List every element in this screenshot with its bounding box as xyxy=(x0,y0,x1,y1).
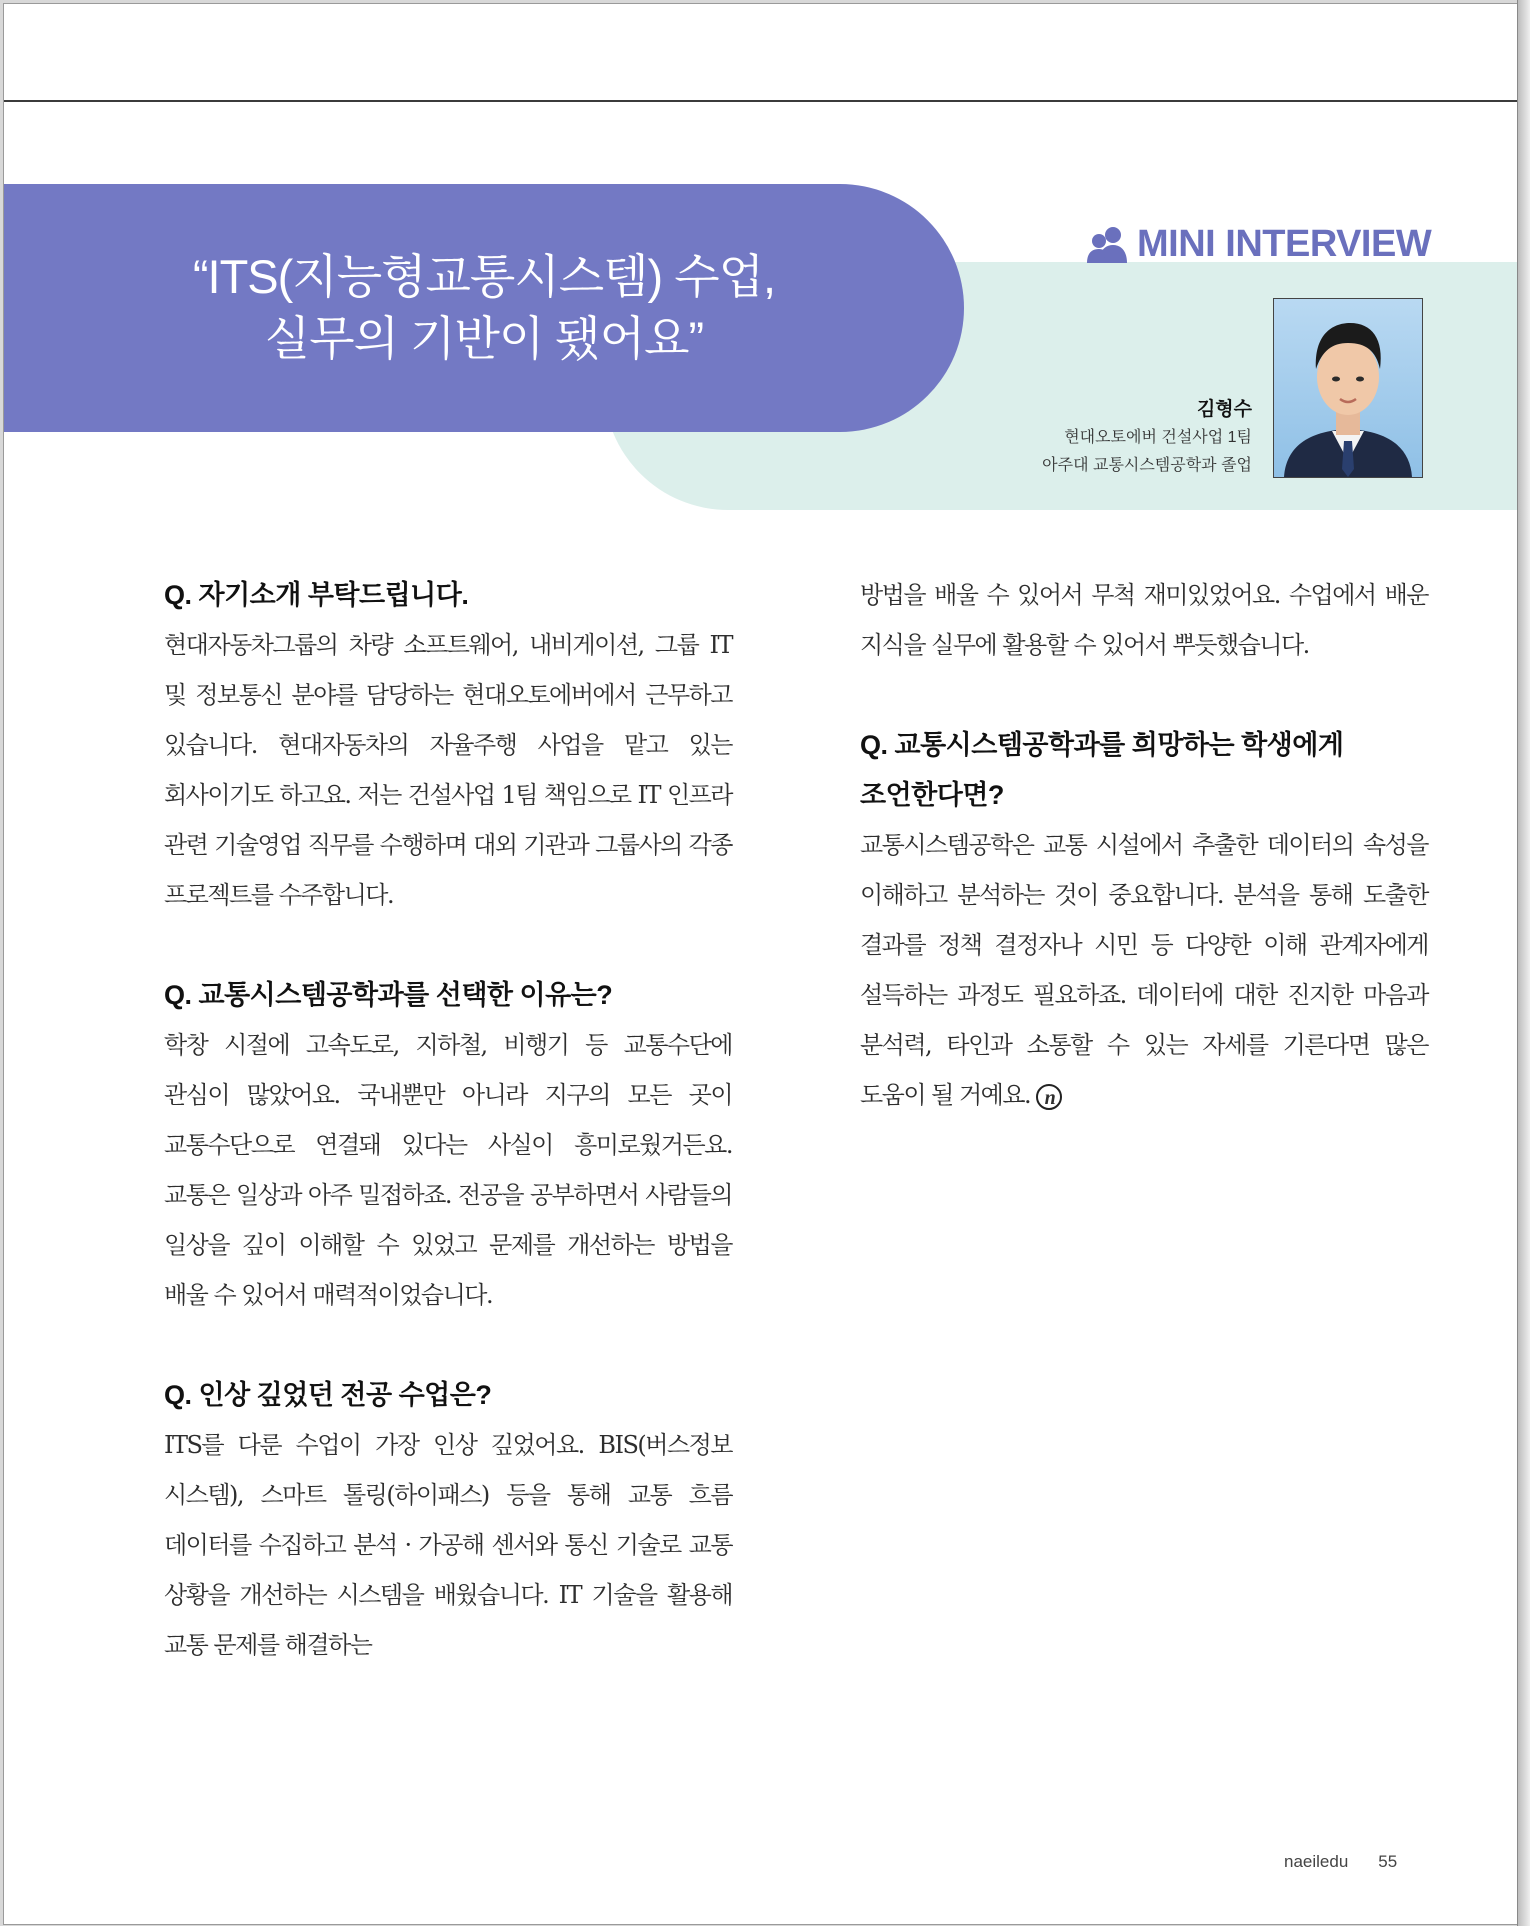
left-column xyxy=(164,570,732,1720)
interview-people-icon xyxy=(1087,225,1127,263)
answer-2: 학창 시절에 고속도로, 지하철, 비행기 등 교통수단에 관심이 많았어요. 국내뿐만 아니라 지구의 모든 곳이 교통수단으로 연결돼 있다는 사실이 흥미로웠거든요. 교통은 일상과 아주 밀접하죠. 전공을 공부하면서 사람들의 일상을 깊이 이해할 수 있었고 문제를 개선하는 방법을 배울 수 있어서 매력적이었습니다. xyxy=(164,1031,732,1309)
question-4: Q. 교통시스템공학과를 희망하는 학생에게 조언한다면? xyxy=(860,730,1344,810)
magazine-page xyxy=(3,3,1521,1925)
headline xyxy=(124,246,844,370)
answer-4 xyxy=(860,820,1428,1120)
page-footer xyxy=(1284,1852,1397,1872)
profile-info xyxy=(964,396,1252,480)
end-mark-icon: n xyxy=(1036,1084,1062,1110)
qa-block-2 xyxy=(164,970,732,1320)
answer-4-text: 교통시스템공학은 교통 시설에서 추출한 데이터의 속성을 이해하고 분석하는 것이 중요합니다. 분석을 통해 도출한 결과를 정책 결정자나 시민 등 다양한 이해 관계자에게 설득하는 과정도 필요하죠. 데이터에 대한 진지한 마음과 분석력, 타인과 소통할 수 있는 자세를 기른다면 많은 도움이 될 거예요. xyxy=(860,831,1428,1109)
headline-line-1: “ITS(지능형교통시스템) 수업, xyxy=(192,250,776,303)
qa-block-3 xyxy=(164,1370,732,1670)
profile-education: 아주대 교통시스템공학과 졸업 xyxy=(1042,457,1252,474)
qa-block-4 xyxy=(860,720,1428,1120)
section-label-text: MINI INTERVIEW xyxy=(1137,222,1432,265)
top-divider xyxy=(4,100,1520,102)
section-label xyxy=(1087,222,1431,266)
footer-brand: naeiledu xyxy=(1284,1852,1349,1871)
profile-photo xyxy=(1273,298,1423,478)
question-2: Q. 교통시스템공학과를 선택한 이유는? xyxy=(164,980,613,1010)
profile-name: 김형수 xyxy=(1196,399,1252,420)
profile-affiliation: 현대오토에버 건설사업 1팀 xyxy=(1064,429,1252,446)
qa-block-3-continued xyxy=(860,570,1428,670)
answer-3-part-2: 방법을 배울 수 있어서 무척 재미있었어요. 수업에서 배운 지식을 실무에 활용할 수 있어서 뿌듯했습니다. xyxy=(860,581,1428,659)
question-1: Q. 자기소개 부탁드립니다. xyxy=(164,580,469,610)
answer-3-part-1: ITS를 다룬 수업이 가장 인상 깊었어요. BIS(버스정보 시스템), 스마트 톨링(하이패스) 등을 통해 교통 흐름 데이터를 수집하고 분석 · 가공해 센서와 통신 기술로 교통 상황을 개선하는 시스템을 배웠습니다. IT 기술을 활용해 교통 문제를 해결하는 xyxy=(164,1431,732,1659)
answer-1: 현대자동차그룹의 차량 소프트웨어, 내비게이션, 그룹 IT 및 정보통신 분야를 담당하는 현대오토에버에서 근무하고 있습니다. 현대자동차의 자율주행 사업을 맡고 있는 회사이기도 하고요. 저는 건설사업 1팀 책임으로 IT 인프라 관련 기술영업 직무를 수행하며 대외 기관과 그룹사의 각종 프로젝트를 수주합니다. xyxy=(164,631,732,909)
question-3: Q. 인상 깊었던 전공 수업은? xyxy=(164,1380,492,1410)
page-number: 55 xyxy=(1378,1852,1398,1871)
qa-block-1 xyxy=(164,570,732,920)
headline-line-2: 실무의 기반이 됐어요” xyxy=(264,312,704,365)
page-edge xyxy=(1517,0,1530,1926)
right-column xyxy=(860,570,1428,1170)
